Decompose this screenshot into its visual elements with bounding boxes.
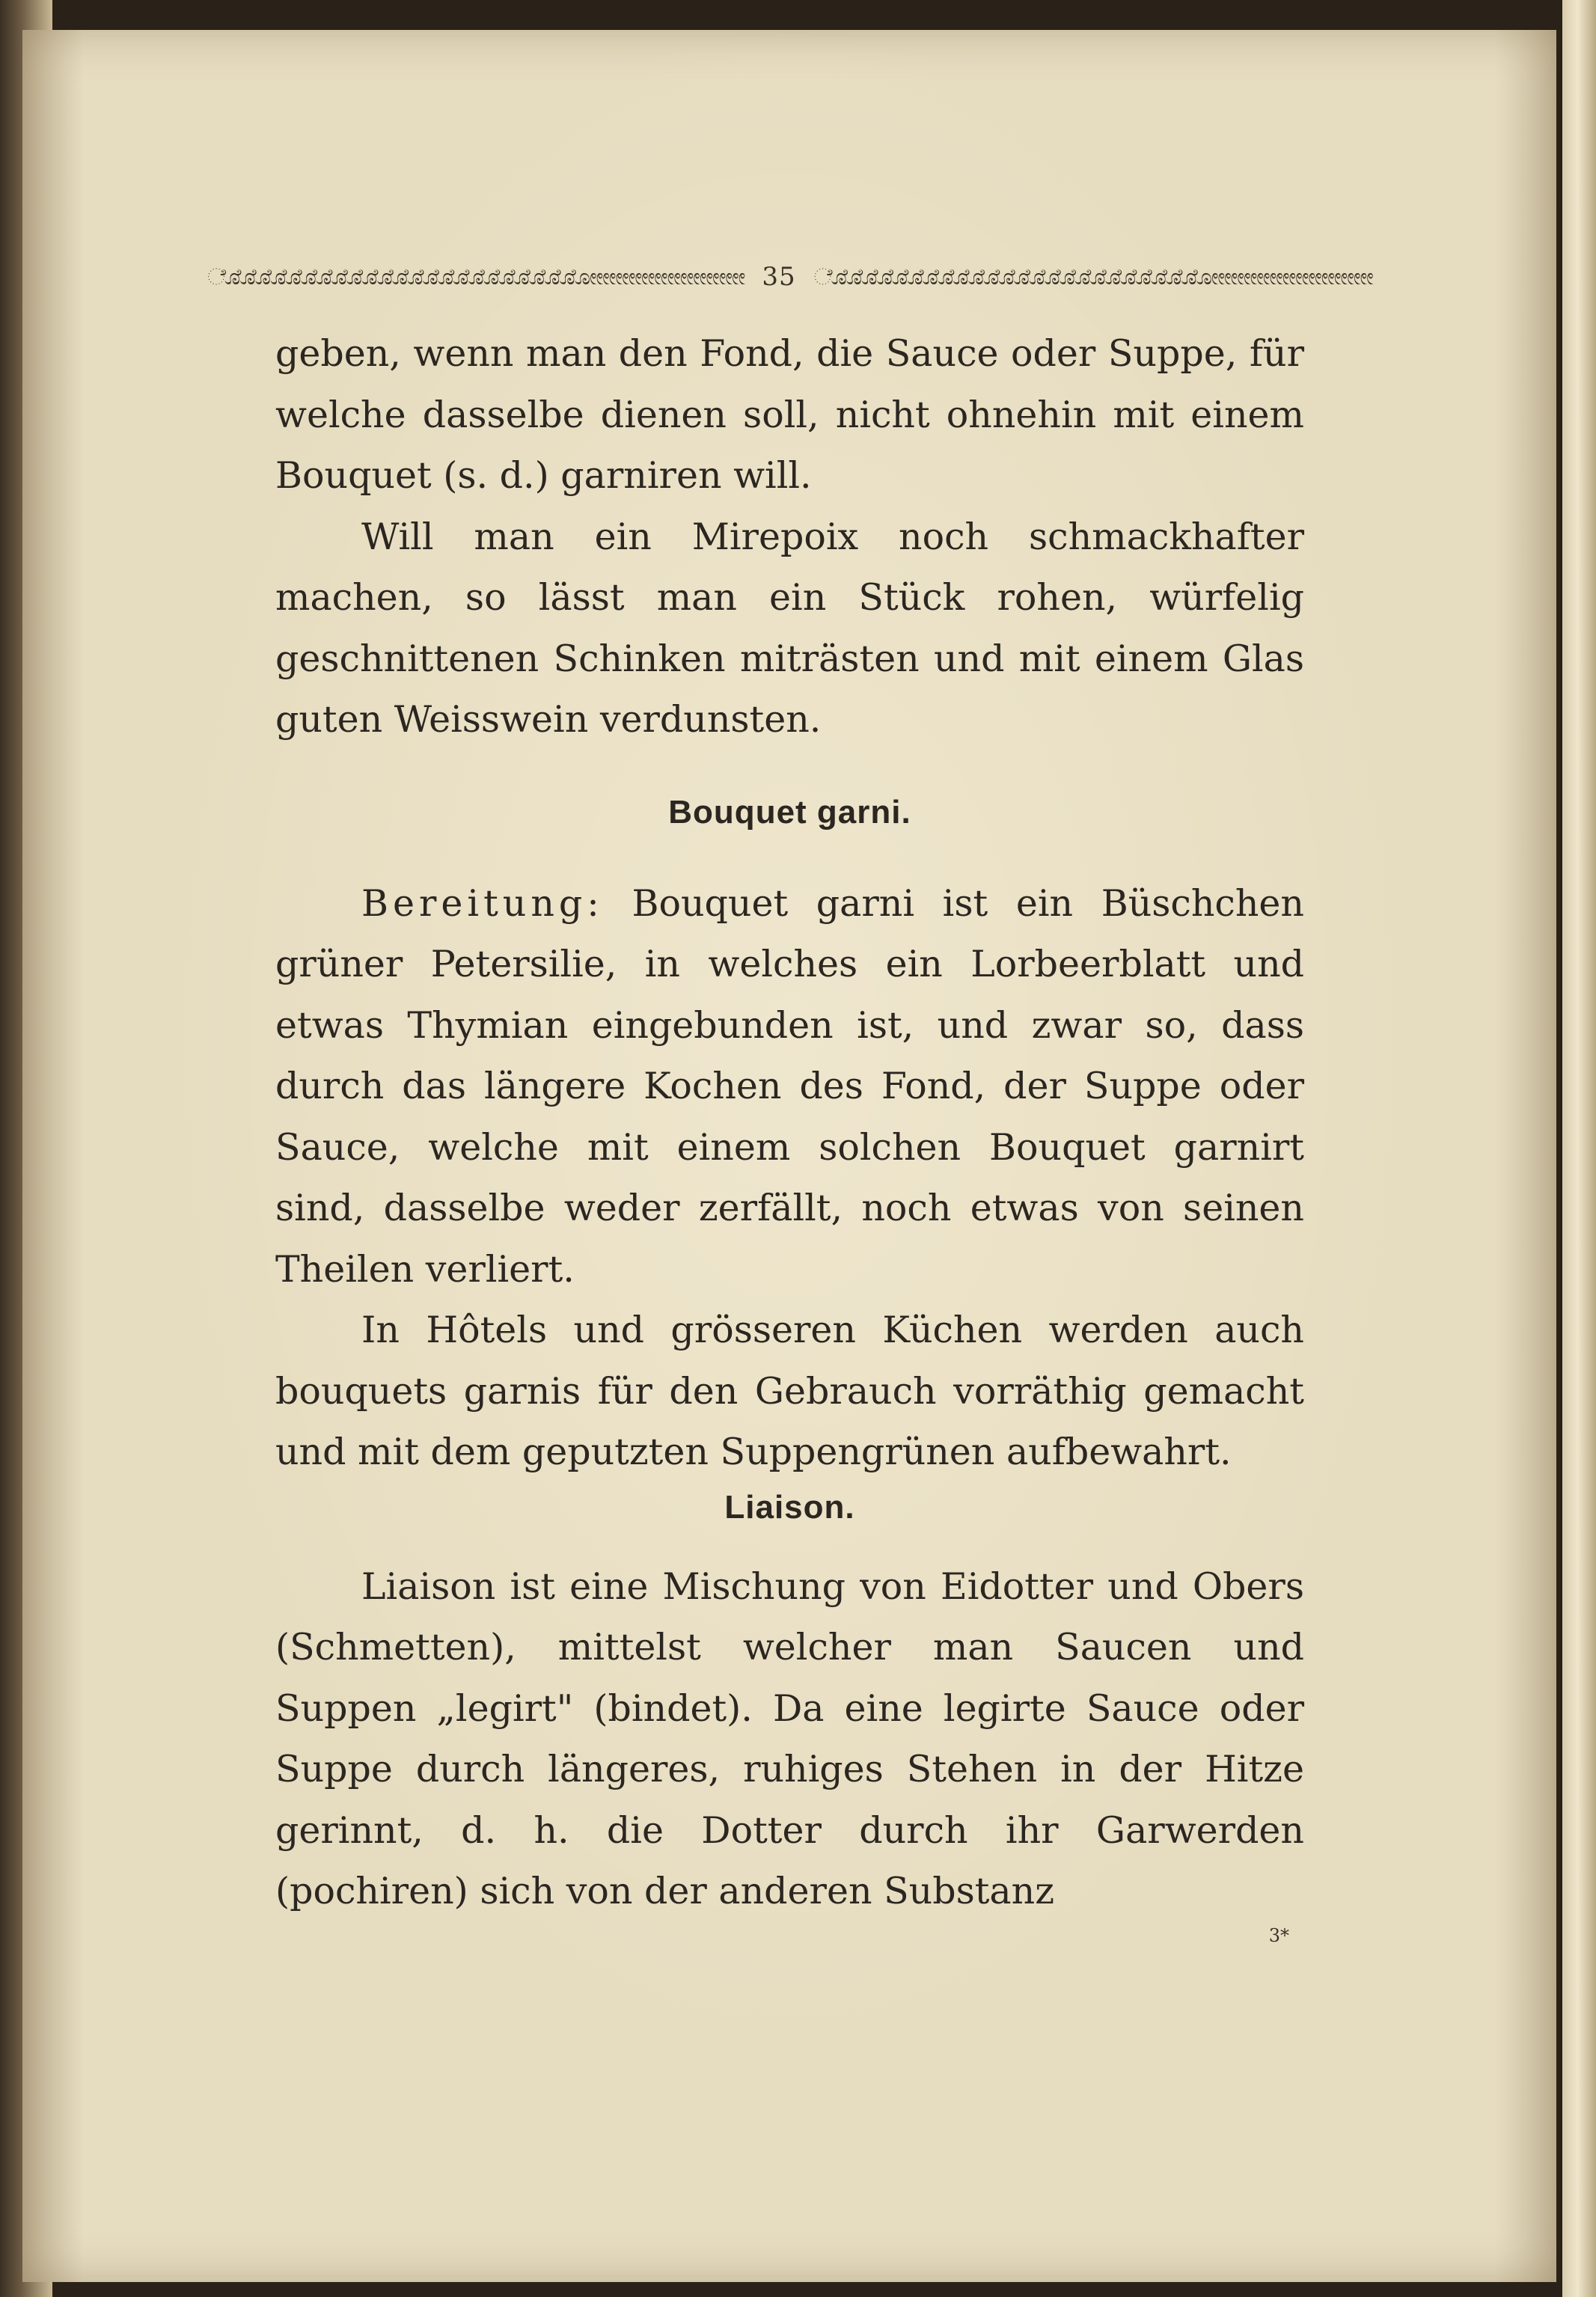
bouquet-paragraph-2: In Hôtels und grösseren Küchen werden auch bouquets garnis für den Gebrauch vorräthig gemacht und mit dem geputzten Suppengrünen aufbewahrt. — [275, 1309, 1304, 1473]
liaison-paragraph-1: Liaison ist eine Mischung von Eidotter und Obers (Schmetten), mittelst welcher man Saucen und Suppen „legirt" (bindet). Da eine legirte Sauce oder Suppe durch längeres, ruhiges Stehen in der Hitze gerinnt, d. h. die Dotter durch ihr Garwerden (pochiren) sich von der anderen Substanz — [275, 1565, 1304, 1912]
signature-mark: 3* — [1268, 1924, 1289, 1946]
heading-bouquet-garni: Bouquet garni. — [668, 793, 911, 831]
page-edge — [1562, 0, 1596, 2297]
running-header — [207, 262, 1372, 292]
header-ornament-left: ೋೋೋೋೋೋೋೋೋೋೋೋೋೋೋೋೋೋೋೋೋೋೋೋ — [207, 263, 745, 290]
heading-liaison: Liaison. — [724, 1488, 855, 1526]
intro-paragraph-1: geben, wenn man den Fond, die Sauce oder Suppe, für welche dasselbe dienen soll, nicht ohnehin mit einem Bouquet (s. d.) garniren will. — [275, 332, 1304, 497]
intro-paragraph-2: Will man ein Mirepoix noch schmackhafter machen, so lässt man ein Stück rohen, würfelig geschnittenen Schinken miträsten und mit einem Glas guten Weisswein verdunsten. — [275, 515, 1304, 741]
header-ornament-right: ೋೋೋೋೋೋೋೋೋೋೋೋೋೋೋೋೋೋೋೋೋೋೋೋೋ — [813, 263, 1372, 290]
page-content — [207, 262, 1372, 1946]
bouquet-label: Bereitung: — [361, 881, 604, 925]
page-number: 35 — [762, 262, 796, 292]
bouquet-paragraph-1-text: Bouquet garni ist ein Büschchen grüner Petersilie, in welches ein Lorbeerblatt und etwas Thymian eingebunden ist, und zwar so, dass durch das längere Kochen des Fond, der Suppe oder Sauce, welche mit einem solchen Bouquet garnirt sind, dasselbe weder zerfällt, noch etwas von seinen Theilen verliert. — [275, 881, 1304, 1291]
bouquet-paragraph-1 — [275, 873, 1304, 1300]
